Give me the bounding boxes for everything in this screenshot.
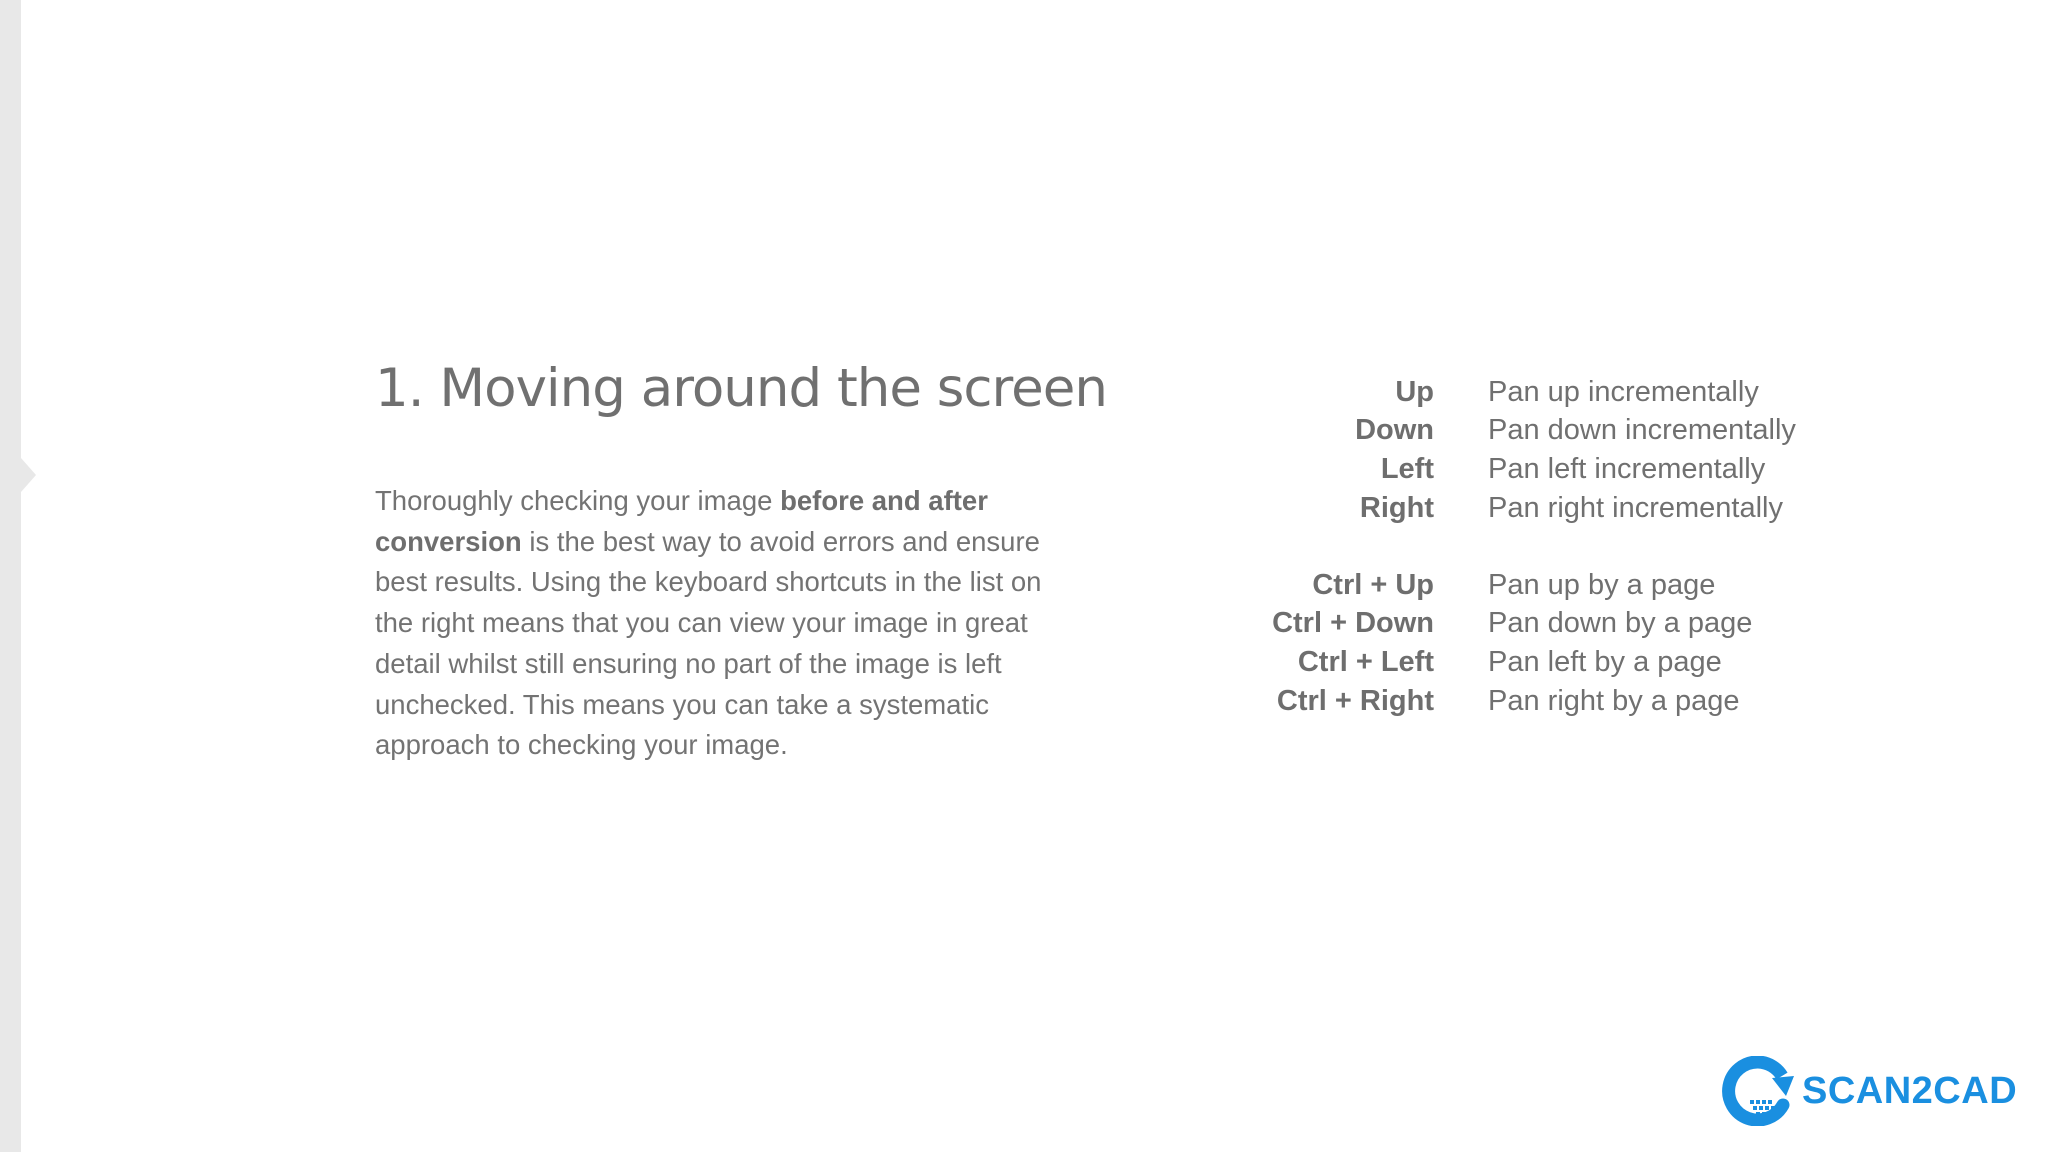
- shortcut-key: Up: [1395, 375, 1434, 408]
- shortcut-key: Right: [1359, 491, 1434, 524]
- shortcut-row: [1150, 373, 1850, 412]
- shortcut-row: [1150, 450, 1850, 489]
- shortcut-list-incremental: [1150, 373, 1850, 527]
- body-rest: is the best way to avoid errors and ensure best results. Using the keyboard shortcuts in the list on the right means that you can view your image in great detail whilst still ensuring no part of the image is left unchecked. This means you can take a systematic approach to checking your image.: [375, 525, 1042, 761]
- shortcut-row: [1150, 412, 1850, 451]
- slide-title: 1. Moving around the screen: [375, 358, 1107, 419]
- left-rail: [0, 0, 21, 1152]
- shortcut-list-page: [1150, 566, 1850, 720]
- body-intro: Thoroughly checking your image: [375, 485, 781, 516]
- shortcut-key: Ctrl + Up: [1312, 568, 1434, 601]
- shortcut-key: Down: [1355, 414, 1434, 447]
- shortcut-description: Pan up incrementally: [1488, 375, 1759, 408]
- shortcut-description: Pan right by a page: [1488, 684, 1740, 717]
- scan2cad-logo: [1720, 1056, 2017, 1126]
- scan2cad-logo-icon: [1720, 1056, 1796, 1126]
- shortcut-row: [1150, 566, 1850, 605]
- body-paragraph: [375, 481, 1075, 766]
- logo-text: SCAN2CAD: [1802, 1069, 2018, 1112]
- shortcut-row: [1150, 489, 1850, 528]
- shortcut-row: [1150, 605, 1850, 644]
- shortcut-description: Pan down by a page: [1488, 607, 1753, 640]
- shortcut-key: Ctrl + Right: [1276, 684, 1434, 717]
- body-emphasis: before and after conversion: [375, 485, 988, 557]
- shortcut-row: [1150, 643, 1850, 682]
- shortcut-key: Ctrl + Down: [1272, 607, 1434, 640]
- rail-notch-arrow: [21, 458, 36, 492]
- shortcut-description: Pan left by a page: [1488, 645, 1722, 678]
- shortcut-row: [1150, 682, 1850, 721]
- shortcut-description: Pan up by a page: [1488, 568, 1716, 601]
- shortcut-key: Left: [1380, 452, 1434, 485]
- shortcut-description: Pan down incrementally: [1488, 414, 1796, 447]
- shortcut-description: Pan left incrementally: [1488, 452, 1766, 485]
- shortcut-description: Pan right incrementally: [1488, 491, 1783, 524]
- shortcut-key: Ctrl + Left: [1297, 645, 1434, 678]
